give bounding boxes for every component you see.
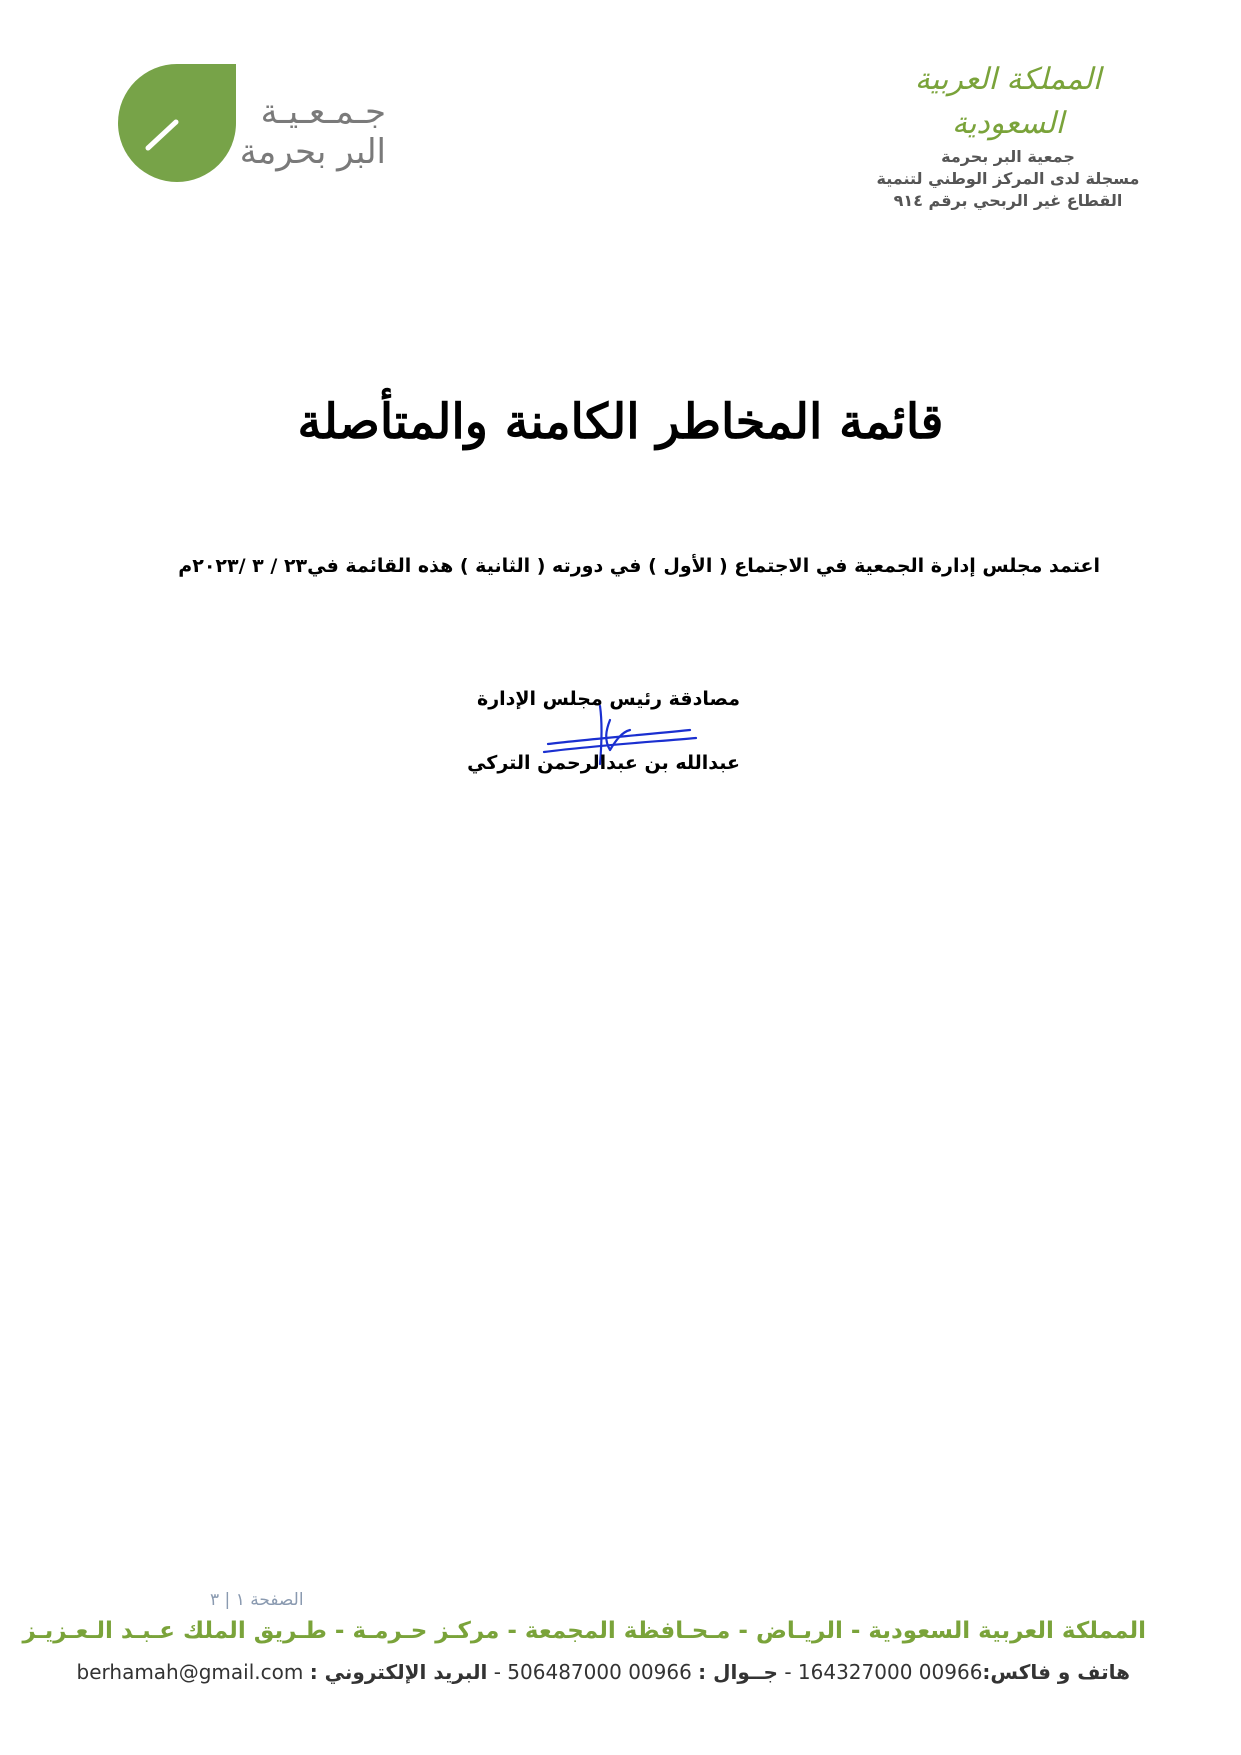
emblem-line-1: جمعية البر بحرمة (941, 147, 1075, 166)
logo-line-1: جـمـعـيـة (260, 92, 386, 132)
approval-statement: اعتمد مجلس إدارة الجمعية في الاجتماع ( الأول ) في دورته ( الثانية ) هذه القائمة في٢٣ / ٣ /٢٠٢٣م (178, 555, 1100, 577)
signature-label: مصادقة رئيس مجلس الإدارة (476, 688, 740, 710)
signatory-name: عبدالله بن عبدالرحمن التركي (467, 752, 740, 774)
footer-address: المملكة العربية السعودية - الريـاض - مـحـافظة المجمعة - مركـز حـرمـة - طـريق الملك عـبـد الـعـزيـز (22, 1618, 1146, 1644)
phone-fax-value: 00966 164327000 (797, 1660, 983, 1684)
leaf-logo-icon (118, 64, 236, 182)
footer-contact: هاتف و فاكس:00966 164327000 - جــوال : 00966 506487000 - البريد الإلكتروني : berhamah@gmail.com (76, 1660, 1130, 1684)
document-title: قائمة المخاطر الكامنة والمتأصلة (297, 394, 944, 450)
phone-fax-label: هاتف و فاكس: (982, 1660, 1130, 1684)
emblem-line-2: مسجلة لدى المركز الوطني لتنمية (876, 169, 1140, 188)
email-link[interactable]: berhamah@gmail.com (76, 1660, 304, 1684)
page-number: الصفحة ١ | ٣ (210, 1590, 304, 1610)
kingdom-emblem (860, 58, 1156, 212)
email-label: البريد الإلكتروني : (309, 1660, 488, 1684)
logo-line-2: البر بحرمة (239, 132, 386, 172)
logo-text (236, 92, 386, 172)
emblem-title: المملكة العربية السعودية (914, 62, 1102, 141)
mobile-value: 00966 506487000 (507, 1660, 692, 1684)
mobile-label: جــوال : (698, 1660, 778, 1684)
emblem-line-3: القطاع غير الربحي برقم ٩١٤ (893, 191, 1123, 210)
